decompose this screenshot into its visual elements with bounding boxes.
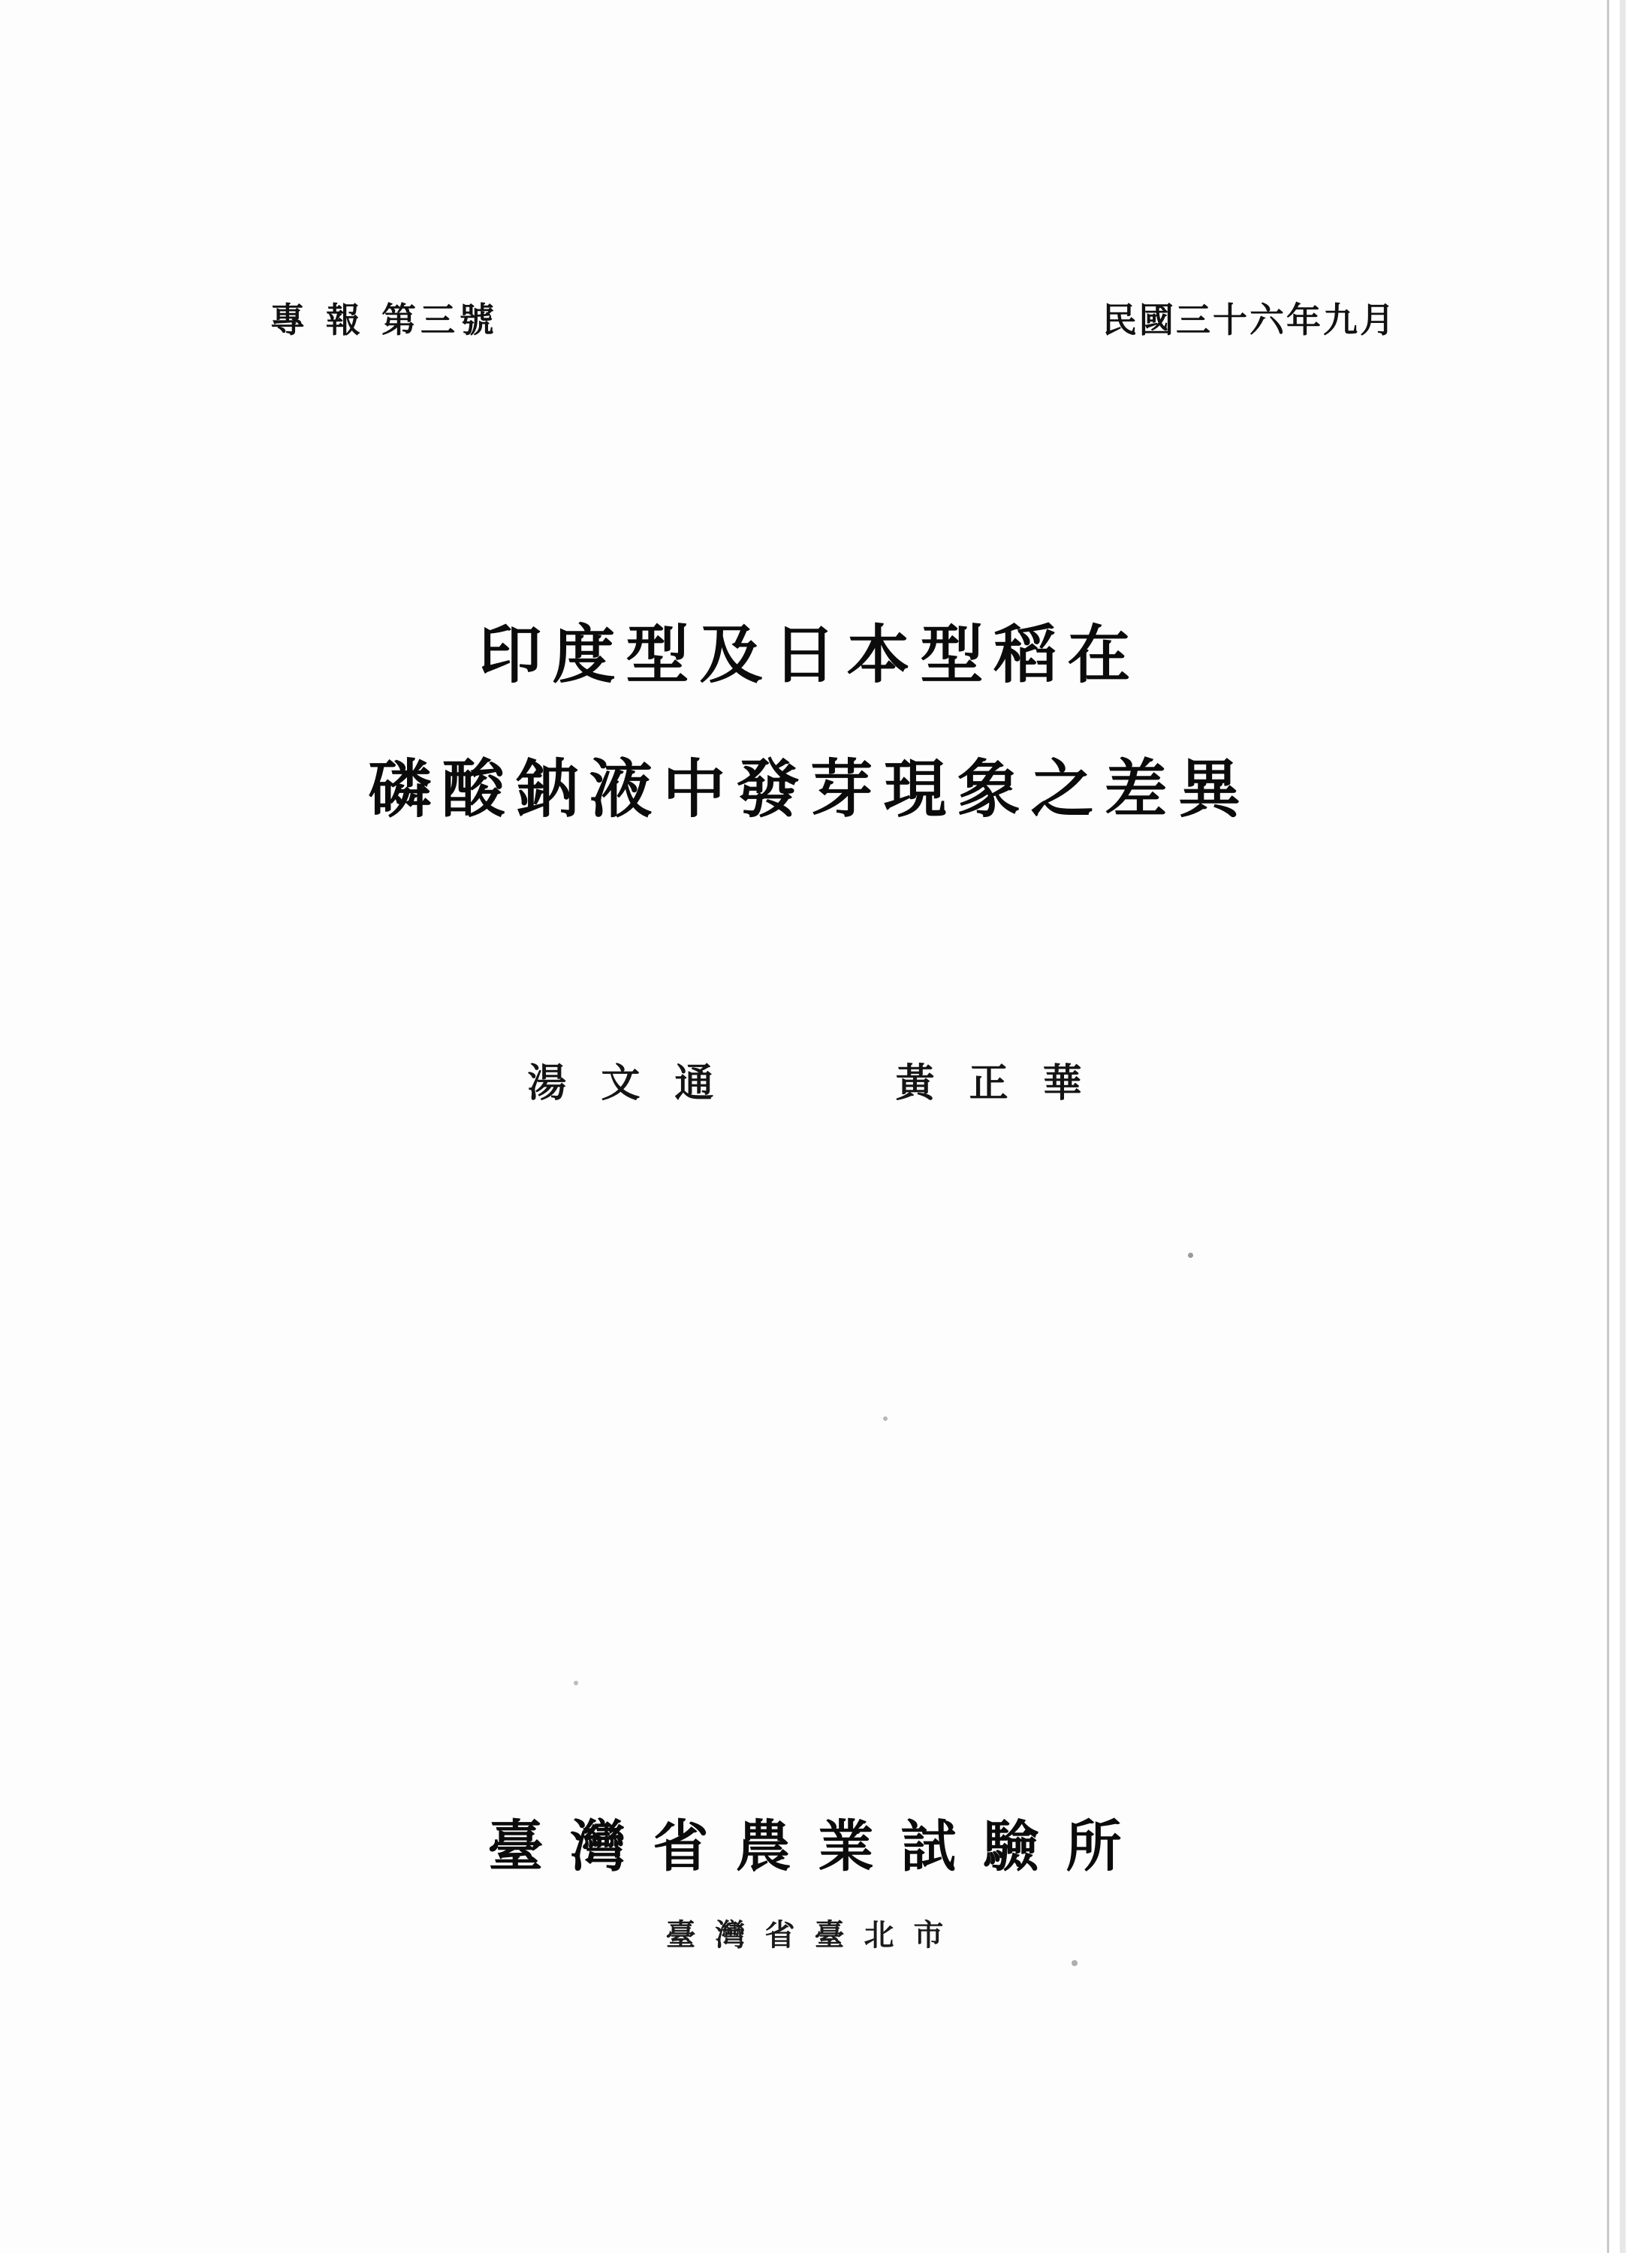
author-name-1: 湯文通 <box>527 1060 749 1106</box>
title-line-1: 印度型及日本型稻在 <box>478 617 1141 692</box>
scan-edge-strip <box>1607 0 1652 2253</box>
page-title <box>0 617 1609 826</box>
title-line-2: 磷酸鈉液中發芽現象之差異 <box>368 752 1252 826</box>
scan-speck <box>1072 1960 1078 1966</box>
author-name-2: 黃正華 <box>895 1060 1117 1106</box>
scan-speck <box>1188 1253 1193 1258</box>
scan-speck <box>574 1681 578 1685</box>
publisher-organization: 臺灣省農業試驗所 <box>487 1814 1149 1879</box>
scan-speck <box>883 1416 888 1421</box>
publisher-location: 臺灣省臺北市 <box>665 1917 963 1953</box>
author-list <box>0 1051 1609 1108</box>
page-header <box>270 293 1397 342</box>
publication-date: 民國三十六年九月 <box>1102 300 1397 340</box>
series-number: 專 報 第三號 <box>270 300 499 340</box>
